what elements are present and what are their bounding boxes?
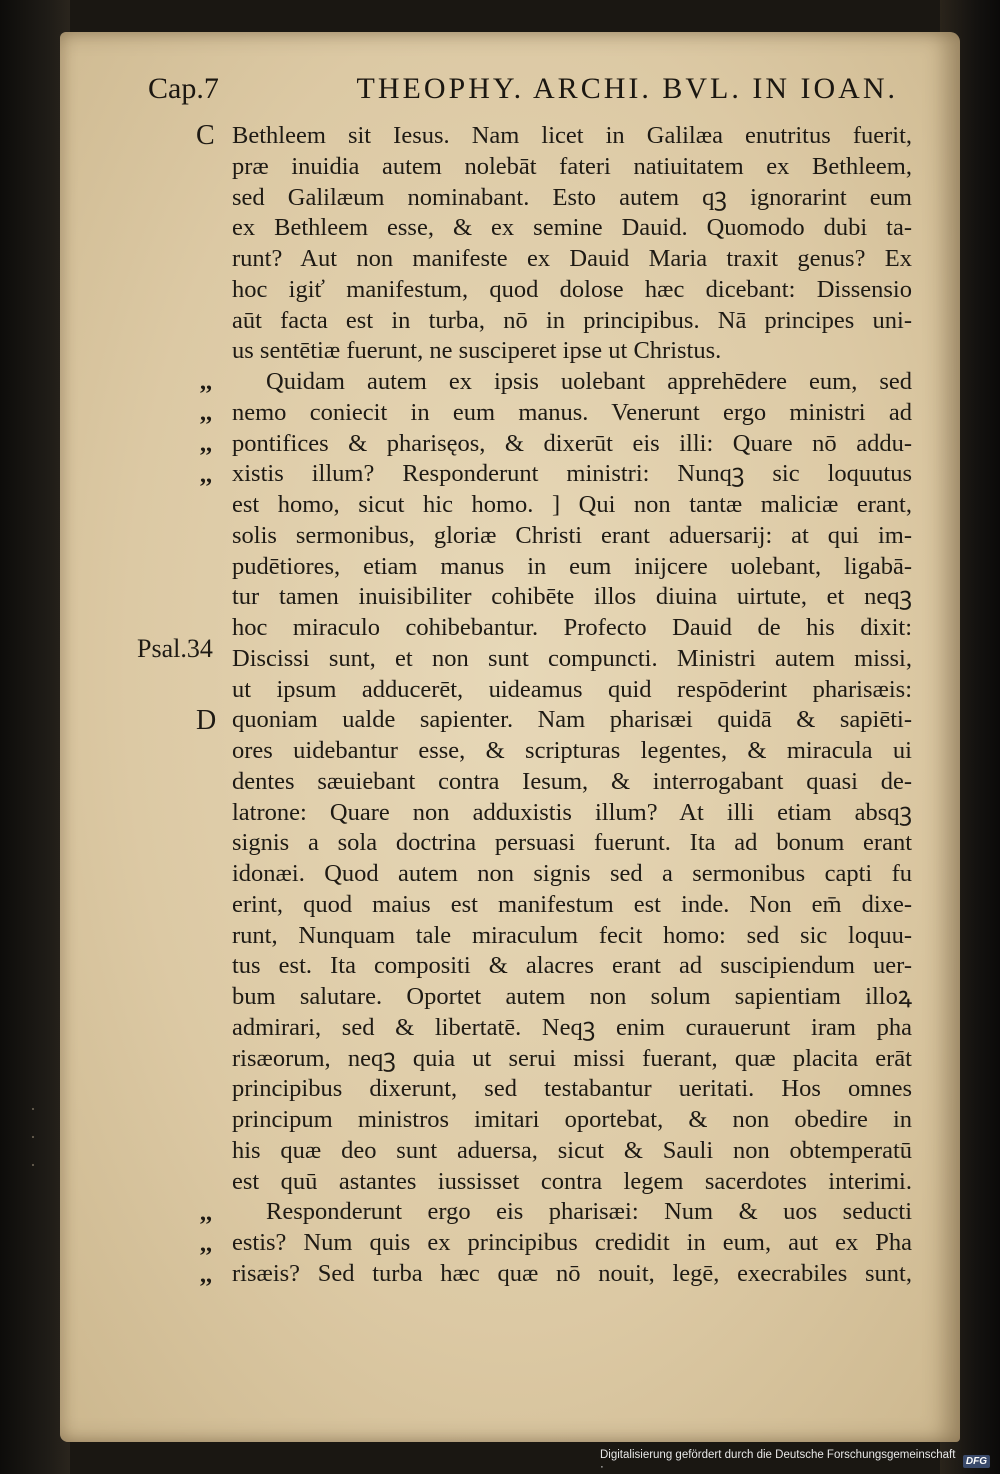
text-line: ex Bethleem esse, & ex semine Dauid. Quomodo dubi ta-: [232, 214, 912, 242]
text-line: hoc igiť manifestum, quod dolose hæc dicebant: Dissensio: [232, 275, 912, 303]
quote-mark: ,,: [200, 400, 212, 426]
text-line: his quæ deo sunt aduersa, sicut & Sauli non obtemperatū: [232, 1136, 912, 1164]
text-line: ut ipsum adducerēt, uideamus quid respōderint pharisæis:: [232, 675, 912, 703]
text-line: Discissi sunt, et non sunt compuncti. Ministri autem missi,: [232, 644, 912, 672]
quote-mark: ,,: [200, 1262, 212, 1288]
text-line: admirari, sed & libertatē. Neqꝫ enim curauerunt iram pha: [232, 1013, 912, 1041]
text-line: pontifices & pharisęos, & dixerūt eis illi: Quare nō addu-: [232, 429, 912, 457]
quote-mark: ,,: [200, 431, 212, 457]
text-line: nemo coniecit in eum manus. Venerunt ergo ministri ad: [232, 398, 912, 426]
text-line: risæis? Sed turba hæc quæ nō nouit, legē, execrabiles sunt,: [232, 1259, 912, 1287]
footer-text: Digitalisierung gefördert durch die Deutsche Forschungsgemeinschaft ·: [600, 1449, 956, 1473]
text-line: xistis illum? Responderunt ministri: Nunqꝫ sic loquutus: [232, 460, 912, 488]
quote-mark: ,,: [200, 462, 212, 488]
text-line: us sentētiæ fuerunt, ne susciperet ipse ut Christus.: [232, 337, 722, 365]
gutter-marks: · · ·: [30, 1099, 36, 1175]
margin-marker-d: D: [196, 705, 217, 736]
text-line: aūt facta est in turba, nō in principibus. Nā principes uni-: [232, 306, 912, 334]
text-line: Quidam autem ex ipsis uolebant apprehēdere eum, sed: [266, 368, 912, 395]
text-line: pudētiores, etiam manus in eum inijcere uolebant, ligabā-: [232, 552, 912, 580]
chapter-label: Cap.7: [148, 72, 219, 105]
text-line: sed Galilæum nominabant. Esto autem qꝫ ignorarint eum: [232, 183, 912, 211]
quote-mark: ,,: [200, 1200, 212, 1226]
margin-marker-c: C: [196, 120, 215, 151]
text-line: bum salutare. Oportet autem non solum sapientiam illoꝝ: [232, 983, 912, 1010]
text-line: runt, Nunquam tale miraculum fecit homo: sed sic loquu-: [232, 921, 912, 949]
text-line: solis sermonibus, gloriæ Christi erant aduersarij: at qui im-: [232, 521, 912, 549]
body-text: [232, 121, 912, 1290]
text-line: signis a sola doctrina persuasi fuerunt. Ita ad bonum erant: [232, 829, 912, 857]
text-line: ores uidebantur esse, & scripturas legentes, & miracula ui: [232, 737, 912, 764]
text-line: risæorum, neqꝫ quia ut serui missi fuerant, quæ placita erāt: [232, 1044, 912, 1072]
text-line: dentes sæuiebant contra Iesum, & interrogabant quasi de-: [232, 767, 912, 795]
text-line: Bethleem sit Iesus. Nam licet in Galilæa enutritus fuerit,: [232, 122, 912, 149]
text-line: principum ministros imitari oportebat, & non obedire in: [232, 1106, 912, 1133]
text-line: erint, quod maius est manifestum est inde. Non em̄ dixe-: [232, 890, 912, 918]
text-line: idonæi. Quod autem non signis sed a sermonibus capti fu: [232, 860, 912, 887]
text-line: runt? Aut non manifeste ex Dauid Maria traxit genus? Ex: [232, 245, 912, 272]
dfg-logo-icon: DFG: [963, 1455, 990, 1468]
text-line: quoniam ualde sapienter. Nam pharisæi quidā & sapiēti-: [232, 706, 912, 734]
text-line: latrone: Quare non adduxistis illum? At illi etiam absqꝫ: [232, 798, 912, 826]
text-line: tus est. Ita compositi & alacres erant ad suscipiendum uer-: [232, 952, 912, 980]
text-line: tur tamen inuisibiliter cohibēte illos diuina uirtute, et neqꝫ: [232, 583, 912, 611]
running-head: THEOPHY. ARCHI. BVL. IN IOAN.: [356, 72, 898, 105]
text-line: Responderunt ergo eis pharisæi: Num & uos seducti: [266, 1198, 912, 1226]
page-header: [148, 72, 898, 116]
psalm-reference: Psal.34: [137, 634, 213, 663]
text-line: est quū astantes iussisset contra legem sacerdotes interimi.: [232, 1167, 912, 1195]
text-line: præ inuidia autem nolebāt fateri natiuitatem ex Bethleem,: [232, 152, 912, 180]
text-line: estis? Num quis ex principibus credidit in eum, aut ex Pha: [232, 1229, 912, 1256]
text-line: hoc miraculo cohibebantur. Profecto Dauid de his dixit:: [232, 614, 912, 641]
quote-mark: ,,: [200, 1231, 212, 1257]
quote-mark: ,,: [200, 369, 212, 395]
text-line: est homo, sicut hic homo. ] Qui non tantæ maliciæ erant,: [232, 491, 912, 518]
digitization-footer: [600, 1451, 990, 1471]
text-line: principibus dixerunt, sed testabantur ueritati. Hos omnes: [232, 1075, 912, 1103]
